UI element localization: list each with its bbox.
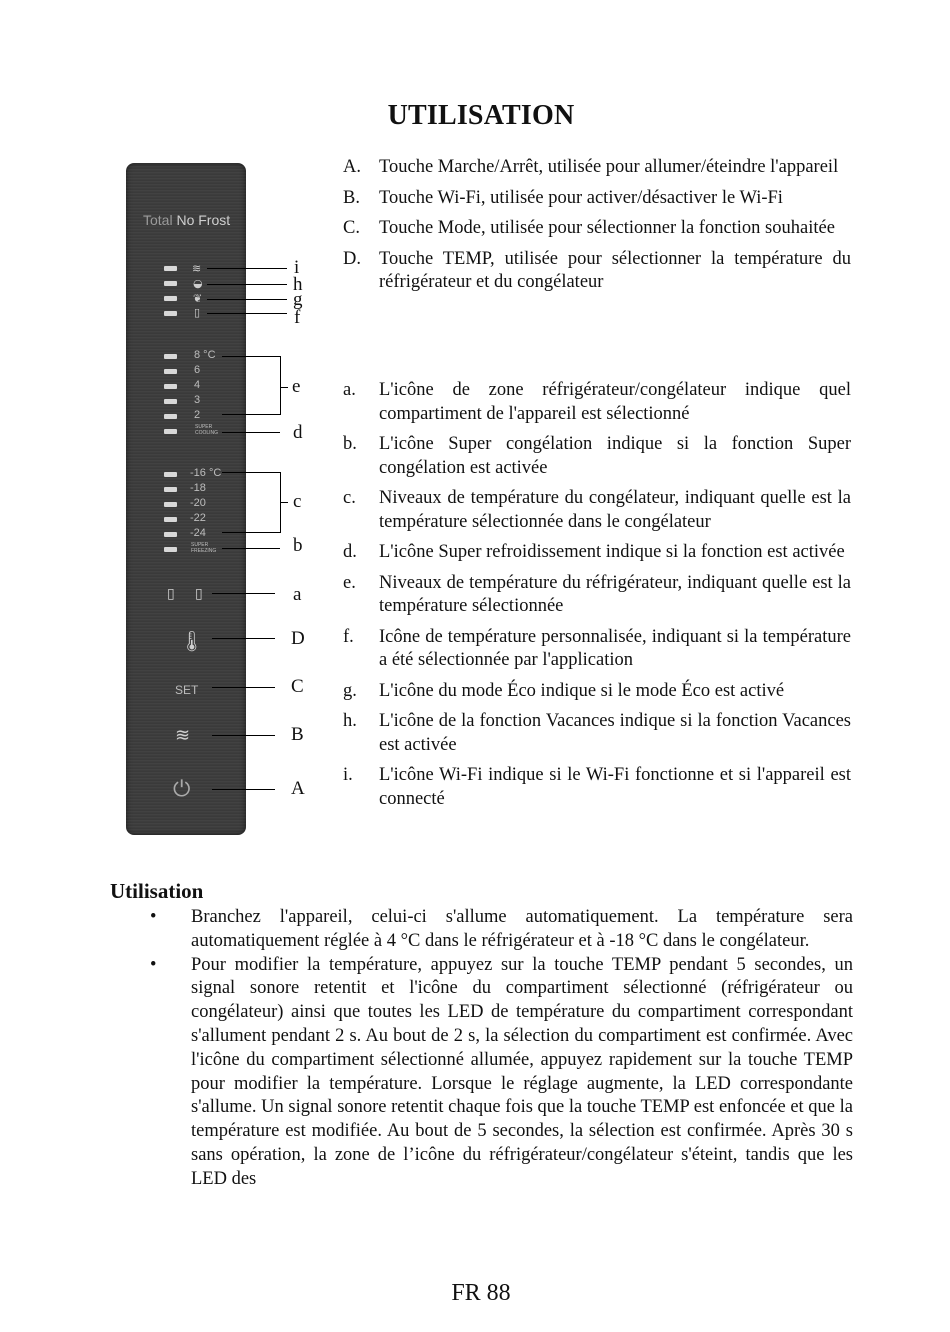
callout-label: a — [293, 584, 302, 605]
wifi-icon: ≋ — [192, 262, 202, 275]
section-heading: Utilisation — [110, 879, 204, 903]
list-item: c. Niveaux de température du congélateur, indiquant quelle est la température sélectionnée dans le congélateur — [343, 488, 851, 532]
bullet-icon: • — [150, 907, 157, 927]
callout-line — [212, 735, 275, 736]
bullet-icon: • — [150, 954, 157, 975]
callout-label: D — [291, 628, 305, 649]
page-title: UTILISATION — [387, 100, 575, 131]
fridge-temp-label: 2 — [194, 409, 201, 421]
callout-line — [280, 387, 288, 388]
callout-line — [207, 284, 287, 285]
page-number: FR 88 — [451, 1280, 511, 1306]
callout-line — [212, 593, 275, 594]
thermometer-icon: 🌡 — [179, 629, 205, 653]
callout-line — [222, 472, 280, 473]
led — [164, 472, 177, 477]
callout-label: C — [291, 676, 304, 697]
callout-label: b — [293, 535, 303, 556]
callout-line — [207, 313, 287, 314]
callout-label: c — [293, 491, 302, 512]
list-item: i. L'icône Wi-Fi indique si le Wi-Fi fonctionne et si l'appareil est connecté — [343, 765, 851, 809]
freezer-temp-label: -18 — [190, 482, 206, 494]
callout-line — [212, 687, 275, 688]
led — [164, 384, 177, 389]
list-item: B. Touche Wi-Fi, utilisée pour activer/désactiver le Wi-Fi — [343, 187, 783, 208]
super-freezing-label: SUPER — [191, 542, 209, 548]
freezer-temp-label: -16 °C — [190, 467, 222, 479]
icons-list — [343, 379, 851, 811]
power-icon: ⏻ — [173, 777, 191, 802]
callout-line — [280, 356, 281, 415]
led — [164, 354, 177, 359]
fridge-freezer-zone-icon: ▯ — [167, 586, 175, 602]
callout-line — [207, 268, 287, 269]
led — [164, 399, 177, 404]
list-item: e. Niveaux de température du réfrigérateur, indiquant quelle est la température sélectionnée — [343, 572, 851, 616]
callout-label: h — [293, 274, 303, 295]
bullet-item: • Branchez l'appareil, celui-ci s'allume automatiquement. La température sera automatiquement réglée à 4 °C dans le réfrigérateur et à -18 °C dans le congélateur. — [150, 907, 853, 951]
led — [164, 487, 177, 492]
led — [164, 532, 177, 537]
bullet-item: • Pour modifier la température, appuyez sur la touche TEMP pendant 5 secondes, un signal sonore retentit et l'icône du compartiment sélectionné (réfrigérateur ou congélateur) ainsi que toutes les LED de température du compartiment correspondant s'allument pendant 2 s. Au bout de 2 s, la sélection du compartiment est confirmée. Avec l'icône du compartiment sélectionné allumée, appuyez rapidement sur la touche TEMP pour modifier la température. Lorsque le réglage augmente, la LED correspondante s'allume. Un signal sonore retentit chaque fois que la touche TEMP est enfoncée et que la température est modifiée. Au bout de 5 secondes, la sélection est confirmée. Après 30 s sans opération, la zone de l’icône du réfrigérateur/congélateur s'éteint, tandis que les LED des — [150, 954, 853, 1189]
fridge-temp-label: 3 — [194, 394, 201, 406]
callout-line — [222, 532, 280, 533]
keys-list — [343, 156, 851, 295]
callout-label: B — [291, 724, 304, 745]
callout-label: A — [291, 778, 305, 799]
panel-brand: Total No Frost — [143, 212, 231, 228]
fridge-temp-label: 6 — [194, 364, 201, 376]
callout-line — [280, 502, 288, 503]
led — [164, 296, 177, 301]
callout-line — [212, 789, 275, 790]
callout-line — [222, 414, 280, 415]
callout-line — [222, 548, 280, 549]
led — [164, 369, 177, 374]
callout-line — [222, 432, 280, 433]
super-freezing-label: FREEZING — [191, 548, 217, 554]
fridge-freezer-zone-icon: ▯ — [195, 586, 203, 602]
vacation-icon: ◒ — [193, 277, 203, 290]
list-item: f. Icône de température personnalisée, indiquant si la température a été sélectionnée par l'application — [343, 626, 851, 670]
usage-bullets — [150, 906, 853, 1192]
led — [164, 547, 177, 552]
fridge-temp-label: 4 — [194, 379, 201, 391]
callout-line — [212, 638, 275, 639]
super-cooling-label: SUPER — [195, 424, 213, 430]
callout-label: e — [292, 376, 301, 397]
freezer-temp-label: -24 — [190, 527, 206, 539]
eco-icon: ❦ — [193, 292, 203, 305]
led — [164, 266, 177, 271]
led — [164, 414, 177, 419]
list-item: h. L'icône de la fonction Vacances indique si la fonction Vacances est activée — [343, 711, 851, 755]
list-item: A. Touche Marche/Arrêt, utilisée pour allumer/éteindre l'appareil — [343, 157, 839, 177]
list-item: b. L'icône Super congélation indique si la fonction Super congélation est activée — [343, 434, 851, 478]
wifi-icon: ≋ — [175, 725, 191, 746]
callout-label: f — [294, 307, 301, 328]
custom-temp-icon: ▯ — [194, 306, 201, 319]
super-cooling-label: COOLING — [195, 430, 219, 436]
list-item: g. L'icône du mode Éco indique si le mode Éco est activé — [343, 680, 785, 701]
freezer-temp-label: -20 — [190, 497, 206, 509]
list-item: d. L'icône Super refroidissement indique si la fonction est activée — [343, 542, 845, 562]
list-item: D. Touche TEMP, utilisée pour sélectionner la température du réfrigérateur et du congélateur — [343, 248, 851, 292]
led — [164, 311, 177, 316]
led — [164, 429, 177, 434]
callout-label: d — [293, 422, 303, 443]
callout-line — [222, 356, 280, 357]
list-item: C. Touche Mode, utilisée pour sélectionner la fonction souhaitée — [343, 218, 835, 238]
led — [164, 502, 177, 507]
set-label: SET — [175, 683, 199, 697]
callout-label: g — [293, 289, 303, 310]
callout-label: i — [294, 257, 300, 278]
led — [164, 281, 177, 286]
freezer-temp-label: -22 — [190, 512, 206, 524]
callout-line — [207, 299, 287, 300]
fridge-temp-label: 8 °C — [194, 349, 216, 361]
list-item: a. L'icône de zone réfrigérateur/congélateur indique quel compartiment de l'appareil est sélectionné — [343, 380, 851, 424]
led — [164, 517, 177, 522]
